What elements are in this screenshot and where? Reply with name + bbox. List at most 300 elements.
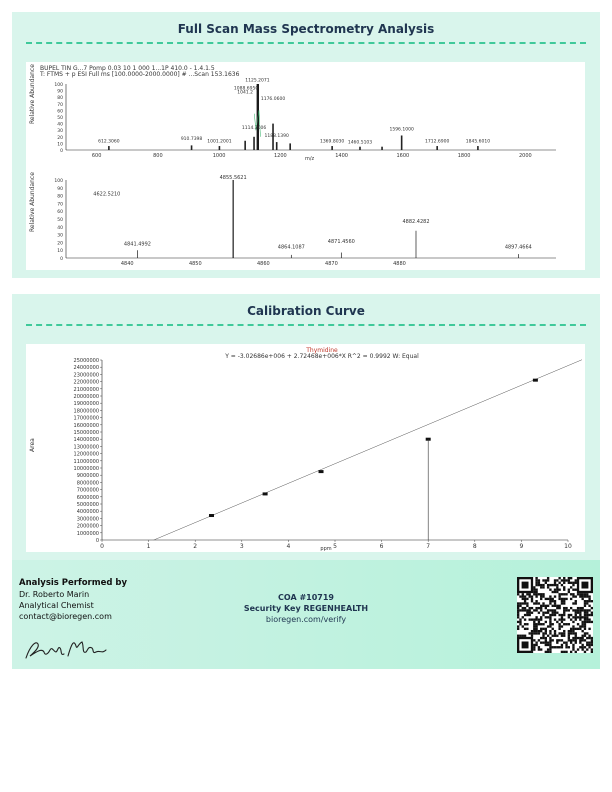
qr-module (558, 639, 560, 641)
qr-module (529, 609, 531, 611)
qr-module (552, 639, 554, 641)
qr-module (540, 630, 542, 632)
ms-bottom-x-tick: 4860 (256, 261, 270, 267)
qr-module (547, 612, 549, 614)
cal-y-tick: 20000000 (73, 394, 99, 400)
cal-marks (154, 360, 582, 540)
coa-block (212, 592, 400, 625)
qr-module (533, 602, 535, 604)
qr-module (584, 651, 586, 653)
qr-module (533, 639, 535, 641)
qr-module (529, 607, 531, 609)
ms-label-1: 1088.6950 (233, 86, 259, 92)
qr-module (517, 593, 519, 595)
qr-module (572, 637, 574, 639)
qr-module (586, 648, 588, 650)
qr-module (535, 616, 537, 618)
qr-module (517, 614, 519, 616)
qr-module (556, 639, 558, 641)
ms-panel-title: Full Scan Mass Spectrometry Analysis (177, 22, 435, 36)
qr-module (535, 595, 537, 597)
qr-module (572, 609, 574, 611)
qr-module (579, 639, 581, 641)
qr-module (572, 616, 574, 618)
cal-y-label: Area (29, 438, 36, 452)
qr-module (545, 644, 547, 646)
qr-module (517, 625, 519, 627)
ms-label-11: 1596.1000 (389, 127, 414, 133)
qr-module (579, 607, 581, 609)
qr-module (581, 621, 583, 623)
qr-module (563, 579, 565, 581)
cal-y-tick: 22000000 (73, 379, 99, 386)
qr-module (526, 602, 528, 604)
qr-module (577, 593, 579, 595)
qr-module (533, 621, 535, 623)
qr-module (572, 648, 574, 650)
qr-module (535, 600, 537, 602)
qr-module (572, 639, 574, 641)
qr-module (558, 628, 560, 630)
qr-module (584, 602, 586, 604)
qr-module (538, 618, 540, 620)
qr-module (591, 621, 593, 623)
cal-x-tick: 7 (426, 543, 431, 550)
cal-plot-title: Thymidine (306, 347, 338, 354)
cal-fit-line (154, 360, 582, 540)
qr-module (535, 632, 537, 634)
qr-module (542, 635, 544, 637)
qr-module (558, 593, 560, 595)
report-footer (12, 560, 600, 669)
qr-module (526, 593, 528, 595)
qr-module (561, 644, 563, 646)
qr-module (547, 644, 549, 646)
qr-module (545, 632, 547, 634)
qr-module (591, 641, 593, 643)
qr-module (575, 616, 577, 618)
cal-y-tick: 6000000 (76, 494, 99, 501)
qr-module (572, 602, 574, 604)
qr-module (533, 646, 535, 648)
qr-module (522, 616, 524, 618)
qr-module (554, 591, 556, 593)
qr-module (563, 589, 565, 591)
ms-top-y-tick: 80 (57, 96, 63, 102)
qr-module (570, 628, 572, 630)
calibration-plot (26, 344, 585, 552)
qr-module (552, 598, 554, 600)
ms-header-line2: T: FTMS + p ESI Full ms [100.0000-2000.0000] # ...Scan 153.1636 (40, 71, 240, 78)
ms-top-peak (381, 147, 383, 150)
qr-module (565, 646, 567, 648)
qr-finder-inner (581, 582, 588, 589)
qr-module (538, 612, 540, 614)
cal-y-tick: 0 (95, 538, 99, 544)
qr-module (522, 593, 524, 595)
cal-x-tick: 5 (333, 543, 337, 550)
qr-module (517, 605, 519, 607)
qr-module (517, 609, 519, 611)
qr-module (545, 612, 547, 614)
qr-module (547, 579, 549, 581)
qr-module (545, 637, 547, 639)
cal-x-tick: 10 (564, 543, 572, 550)
qr-module (542, 641, 544, 643)
qr-module (552, 605, 554, 607)
qr-module (579, 628, 581, 630)
ms-top-y-tick: 60 (57, 109, 63, 115)
qr-module (549, 618, 551, 620)
ms-top-peak (436, 146, 438, 150)
cal-y-tick: 5000000 (76, 502, 99, 508)
qr-module (554, 602, 556, 604)
qr-module (538, 579, 540, 581)
qr-module (577, 648, 579, 650)
qr-module (533, 628, 535, 630)
qr-module (581, 648, 583, 650)
ms-bottom-y-tick: 30 (57, 233, 63, 239)
qr-module (517, 602, 519, 604)
qr-module (588, 621, 590, 623)
ms-top-y-tick: 90 (57, 89, 63, 95)
cal-y-tick: 23000000 (73, 372, 99, 379)
qr-module (524, 598, 526, 600)
qr-module (588, 600, 590, 602)
qr-module (540, 609, 542, 611)
ms-label-9: 1369.8030 (319, 139, 345, 145)
qr-module (579, 641, 581, 643)
ms-label-12: 1712.6900 (425, 139, 450, 145)
qr-module (579, 595, 581, 597)
qr-module (565, 579, 567, 581)
ms-bottom-peak-label: 4897.4664 (504, 244, 532, 251)
qr-module (533, 632, 535, 634)
qr-module (561, 635, 563, 637)
cal-y-tick: 21000000 (73, 386, 99, 393)
qr-module (533, 618, 535, 620)
qr-module (586, 618, 588, 620)
ms-top-x-tick: 1400 (335, 153, 348, 159)
qr-module (547, 605, 549, 607)
qr-module (568, 591, 570, 593)
qr-module (538, 621, 540, 623)
qr-module (591, 637, 593, 639)
qr-module (531, 600, 533, 602)
qr-module (561, 602, 563, 604)
qr-module (545, 651, 547, 653)
qr-module (577, 616, 579, 618)
qr-module (581, 623, 583, 625)
ms-top-y-label: Relative Abundance (29, 64, 36, 124)
qr-module (584, 595, 586, 597)
qr-module (588, 646, 590, 648)
cal-y-tick: 24000000 (73, 365, 99, 372)
mass-spectrum-plot (26, 62, 585, 270)
qr-module (554, 579, 556, 581)
ms-label-13: 1845.6010 (465, 139, 491, 145)
qr-module (581, 598, 583, 600)
qr-module (579, 646, 581, 648)
qr-module (552, 614, 554, 616)
qr-module (535, 584, 537, 586)
qr-module (565, 623, 567, 625)
qr-module (535, 591, 537, 593)
qr-module (556, 589, 558, 591)
qr-module (517, 612, 519, 614)
ms-bottom-peak-label: 4622.5210 (93, 191, 121, 198)
qr-module (575, 628, 577, 630)
qr-module (526, 623, 528, 625)
qr-module (563, 598, 565, 600)
qr-module (519, 602, 521, 604)
ms-top-peaks (98, 78, 490, 150)
qr-module (558, 646, 560, 648)
ms-bottom-x-tick: 4880 (393, 261, 406, 267)
qr-module (588, 628, 590, 630)
qr-module (552, 623, 554, 625)
qr-module (538, 639, 540, 641)
qr-module (524, 618, 526, 620)
qr-module (584, 625, 586, 627)
qr-module (549, 644, 551, 646)
qr-module (563, 618, 565, 620)
qr-module (586, 644, 588, 646)
qr-module (584, 632, 586, 634)
qr-module (540, 595, 542, 597)
ms-bottom-peak-label: 4864.1087 (277, 244, 305, 251)
ms-top-y-tick: 30 (57, 129, 63, 135)
qr-module (526, 614, 528, 616)
security-key: REGENHEALTH (303, 604, 369, 613)
qr-module (549, 630, 551, 632)
qr-module (568, 623, 570, 625)
qr-module (531, 598, 533, 600)
cal-y-tick: 2000000 (76, 523, 99, 530)
qr-module (535, 582, 537, 584)
qr-module (545, 639, 547, 641)
qr-module (529, 632, 531, 634)
qr-module (533, 644, 535, 646)
qr-module (563, 607, 565, 609)
qr-module (540, 616, 542, 618)
qr-module (572, 593, 574, 595)
qr-module (588, 618, 590, 620)
qr-module (579, 618, 581, 620)
qr-finder-inner (522, 582, 529, 589)
qr-module (549, 595, 551, 597)
qr-module (535, 628, 537, 630)
qr-module (533, 630, 535, 632)
qr-module (540, 586, 542, 588)
qr-module (522, 609, 524, 611)
qr-module (572, 625, 574, 627)
ms-label-8: 1188.1390 (264, 134, 289, 140)
qr-module (579, 616, 581, 618)
qr-module (586, 602, 588, 604)
cal-y-tick: 7000000 (76, 487, 99, 494)
qr-module (568, 639, 570, 641)
qr-module (570, 582, 572, 584)
cal-panel-title: Calibration Curve (247, 304, 365, 318)
analyst-block (19, 578, 127, 622)
qr-module (538, 584, 540, 586)
mass-spectrum-svg (26, 62, 585, 270)
qr-module (556, 646, 558, 648)
ms-label-7: 1114.3006 (241, 126, 267, 132)
qr-module (545, 582, 547, 584)
qr-module (540, 593, 542, 595)
qr-module (556, 641, 558, 643)
qr-module (542, 628, 544, 630)
qr-module (581, 644, 583, 646)
qr-module (588, 641, 590, 643)
qr-module (579, 637, 581, 639)
qr-module (586, 621, 588, 623)
qr-module (588, 605, 590, 607)
qr-module (570, 577, 572, 579)
qr-module (581, 635, 583, 637)
ms-bottom-x-tick: 4850 (188, 261, 202, 267)
qr-module (561, 600, 563, 602)
qr-module (568, 577, 570, 579)
qr-module (586, 600, 588, 602)
qr-module (568, 614, 570, 616)
qr-module (581, 625, 583, 627)
qr-module (549, 651, 551, 653)
qr-module (575, 632, 577, 634)
ms-label-6: 1001.2001 (207, 139, 232, 145)
ms-top-peak (219, 146, 221, 150)
qr-module (575, 609, 577, 611)
qr-module (517, 635, 519, 637)
qr-module (547, 635, 549, 637)
calibration-svg (26, 344, 585, 552)
qr-module (563, 651, 565, 653)
qr-module (570, 651, 572, 653)
qr-module (549, 632, 551, 634)
qr-module (568, 589, 570, 591)
qr-module (581, 639, 583, 641)
qr-module (586, 616, 588, 618)
qr-module (542, 602, 544, 604)
qr-module (540, 605, 542, 607)
ms-top-x-tick: 800 (153, 153, 163, 159)
qr-module (535, 641, 537, 643)
qr-module (588, 637, 590, 639)
qr-module (552, 609, 554, 611)
cal-equation: Y = -3.02686e+006 + 2.72468e+006*X R^2 = 0.9992 W: Equal (225, 353, 419, 360)
qr-module (547, 625, 549, 627)
ms-bottom-y-tick: 40 (57, 225, 63, 231)
cal-y-tick: 3000000 (76, 516, 99, 523)
qr-module (575, 600, 577, 602)
cal-x-label: ppm (320, 546, 332, 552)
qr-module (565, 609, 567, 611)
qr-module (554, 589, 556, 591)
qr-module (563, 614, 565, 616)
qr-module (549, 600, 551, 602)
analyst-title: Analytical Chemist (19, 601, 94, 610)
ms-label-3: 1176.0600 (260, 97, 286, 103)
qr-module (549, 616, 551, 618)
qr-module (524, 635, 526, 637)
qr-module (522, 625, 524, 627)
qr-module (563, 602, 565, 604)
ms-bottom-x-tick: 4870 (325, 261, 338, 267)
ms-top-peak (276, 142, 278, 150)
ms-top-x-tick: 600 (91, 153, 102, 159)
ms-top-y-tick: 100 (54, 83, 63, 88)
qr-module (556, 586, 558, 588)
qr-module (570, 641, 572, 643)
qr-module (591, 607, 593, 609)
qr-module (586, 632, 588, 634)
qr-module (561, 632, 563, 634)
qr-module (577, 609, 579, 611)
qr-module (581, 637, 583, 639)
qr-module (588, 609, 590, 611)
qr-module (533, 625, 535, 627)
analyst-email[interactable]: contact@bioregen.com (19, 612, 112, 621)
cal-y-tick: 9000000 (76, 473, 99, 480)
verify-url[interactable]: bioregen.com/verify (265, 615, 347, 624)
cal-y-tick: 13000000 (73, 444, 99, 451)
qr-module (538, 648, 540, 650)
qr-module (570, 632, 572, 634)
qr-module (522, 598, 524, 600)
qr-module (588, 644, 590, 646)
qr-module (577, 612, 579, 614)
ms-top-y-tick: 70 (57, 102, 63, 108)
qr-module (584, 621, 586, 623)
qr-module (519, 635, 521, 637)
ms-bottom-y-tick: 90 (57, 186, 63, 192)
qr-module (591, 614, 593, 616)
qr-module (572, 646, 574, 648)
qr-module (558, 582, 560, 584)
qr-module (547, 577, 549, 579)
qr-module (524, 602, 526, 604)
qr-module (586, 593, 588, 595)
ms-top-peak (253, 137, 255, 150)
qr-module (572, 589, 574, 591)
qr-module (542, 637, 544, 639)
qr-module (575, 582, 577, 584)
qr-module (519, 618, 521, 620)
qr-module (561, 621, 563, 623)
qr-module (581, 630, 583, 632)
qr-module (588, 614, 590, 616)
qr-module (579, 625, 581, 627)
qr-module (526, 605, 528, 607)
ms-top-x-tick: 1000 (212, 153, 226, 159)
qr-module (542, 584, 544, 586)
ms-label-4: 612.3060 (98, 139, 120, 145)
qr-module (568, 579, 570, 581)
qr-module (538, 623, 540, 625)
cal-data-point (319, 470, 324, 473)
qr-module (584, 605, 586, 607)
security-prefix: Security Key (243, 604, 304, 613)
cal-y-tick: 16000000 (73, 422, 99, 429)
qr-module (533, 623, 535, 625)
cal-y-tick: 14000000 (73, 437, 99, 444)
qr-module (531, 635, 533, 637)
qr-module (545, 605, 547, 607)
cal-x-tick: 6 (379, 543, 384, 550)
qr-module (549, 589, 551, 591)
